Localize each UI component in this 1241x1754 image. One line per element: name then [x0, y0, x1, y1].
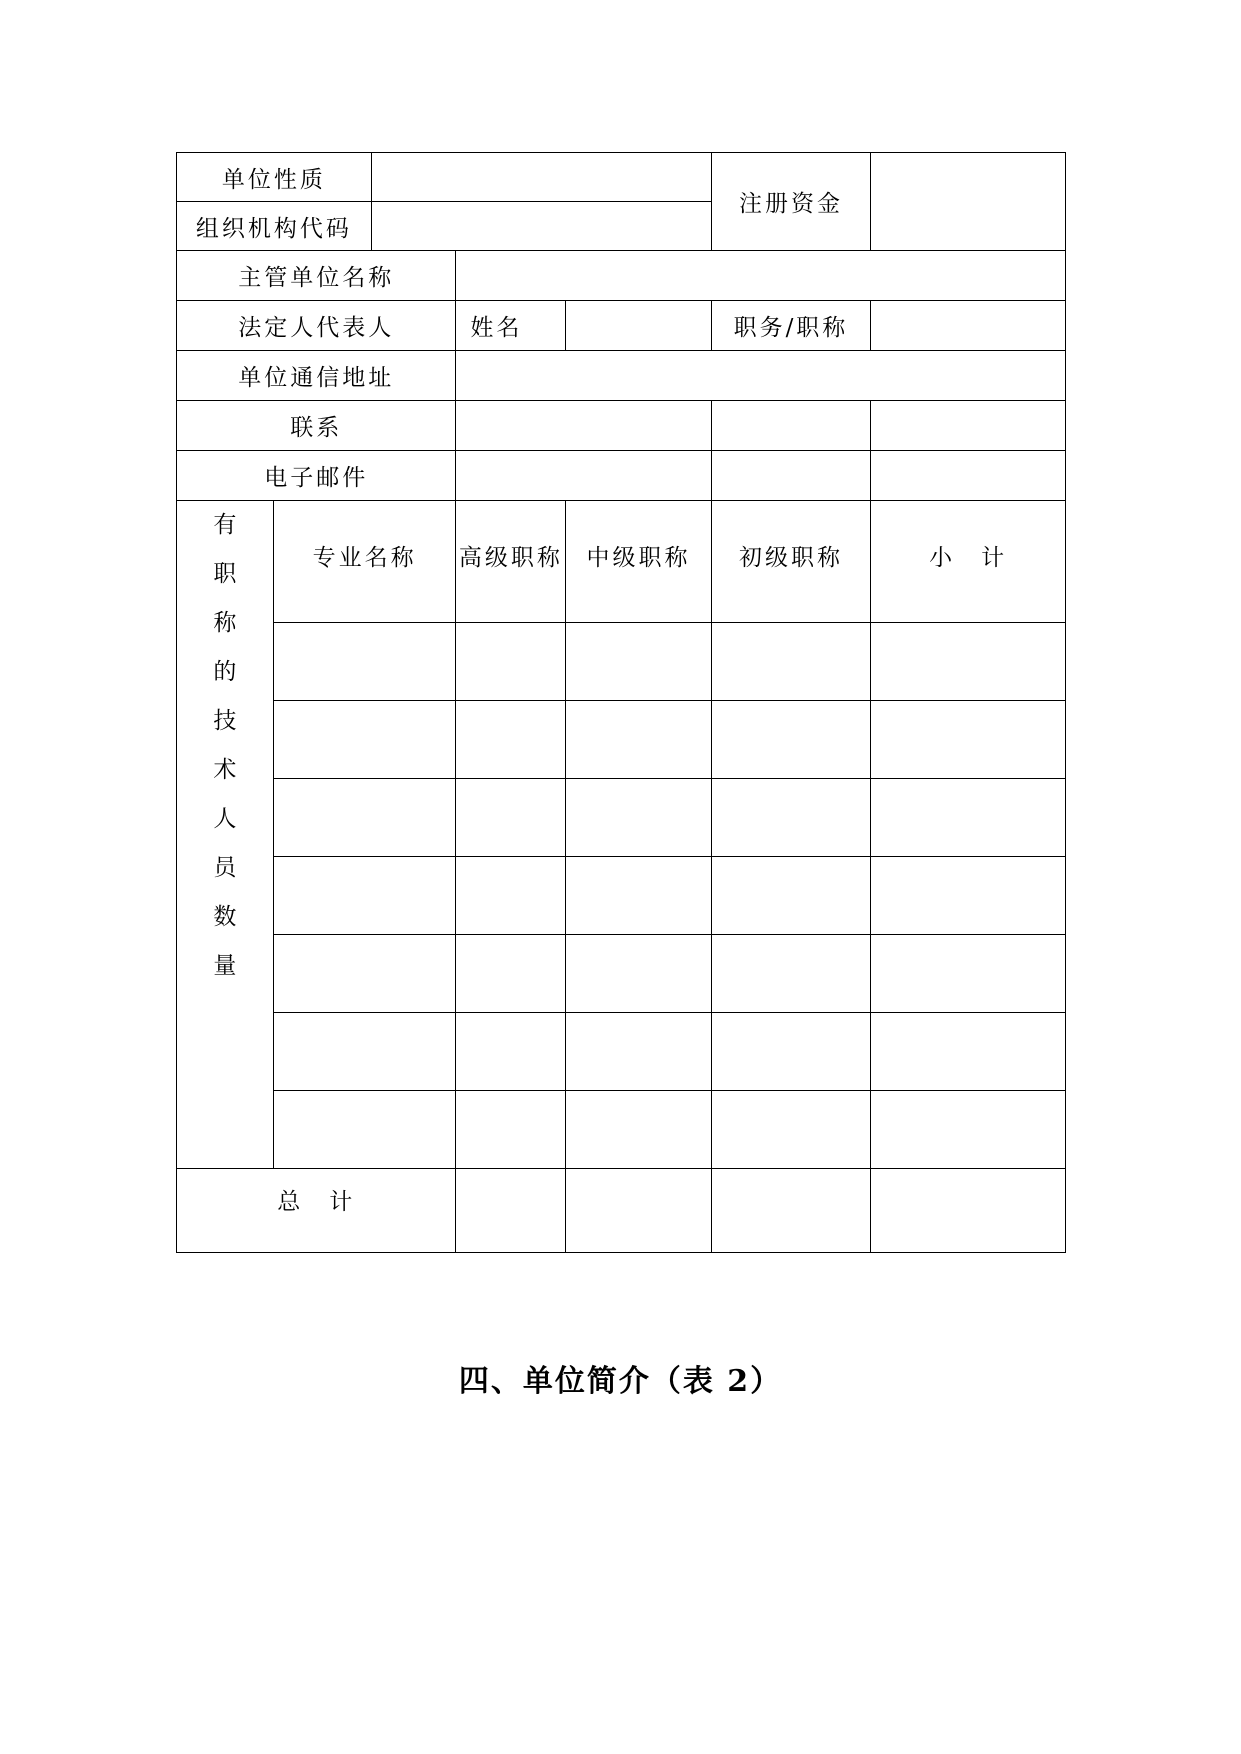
- staff-section-char: 技: [213, 708, 237, 734]
- specialty-cell[interactable]: [273, 1013, 456, 1091]
- total-junior-cell[interactable]: [711, 1169, 871, 1253]
- row-unit-nature: [177, 153, 1066, 202]
- junior-cell[interactable]: [711, 701, 871, 779]
- unit-nature-label: 单位性质: [177, 153, 372, 202]
- table-row: [177, 935, 1066, 1013]
- total-middle-cell[interactable]: [566, 1169, 711, 1253]
- table-row: [177, 857, 1066, 935]
- row-staff-header: [177, 501, 1066, 623]
- specialty-cell[interactable]: [273, 935, 456, 1013]
- staff-section-char: 人: [213, 806, 237, 832]
- middle-cell[interactable]: [566, 857, 711, 935]
- staff-section-char: 职: [213, 561, 237, 587]
- staff-section-char: 有: [213, 512, 237, 538]
- col-middle-header: [566, 501, 711, 623]
- senior-cell[interactable]: [456, 1013, 566, 1091]
- table-row: [177, 701, 1066, 779]
- specialty-cell[interactable]: [273, 857, 456, 935]
- registered-capital-field[interactable]: [871, 153, 1066, 251]
- table-row: [177, 1013, 1066, 1091]
- col-subtotal-header: [871, 501, 1066, 623]
- specialty-cell[interactable]: [273, 779, 456, 857]
- registered-capital-label: 注册资金: [711, 153, 871, 251]
- col-senior-header: [456, 501, 566, 623]
- total-subtotal-cell[interactable]: [871, 1169, 1066, 1253]
- table-row: [177, 779, 1066, 857]
- total-label-cell: [177, 1169, 456, 1253]
- row-supervisor: [177, 251, 1066, 301]
- senior-cell[interactable]: [456, 779, 566, 857]
- junior-cell[interactable]: [711, 1091, 871, 1169]
- unit-info-form: [176, 152, 1066, 1253]
- middle-cell[interactable]: [566, 935, 711, 1013]
- section-title: 四、单位简介（表 2）: [458, 1364, 783, 1399]
- contact-label: 联系: [177, 401, 456, 451]
- position-title-field[interactable]: [871, 301, 1066, 351]
- org-code-field[interactable]: [371, 202, 711, 251]
- contact-field-2[interactable]: [711, 401, 871, 451]
- senior-cell[interactable]: [456, 857, 566, 935]
- email-field-2[interactable]: [711, 451, 871, 501]
- contact-field[interactable]: [456, 401, 711, 451]
- row-address: [177, 351, 1066, 401]
- middle-cell[interactable]: [566, 701, 711, 779]
- middle-cell[interactable]: [566, 623, 711, 701]
- junior-cell[interactable]: [711, 935, 871, 1013]
- col-junior-header: [711, 501, 871, 623]
- name-field[interactable]: [566, 301, 711, 351]
- col-junior-label: 初级职称: [738, 545, 843, 571]
- junior-cell[interactable]: [711, 1013, 871, 1091]
- col-middle-label: 中级职称: [586, 545, 691, 571]
- specialty-cell[interactable]: [273, 1091, 456, 1169]
- staff-section-char: 称: [213, 610, 237, 636]
- specialty-cell[interactable]: [273, 623, 456, 701]
- contact-field-3[interactable]: [871, 401, 1066, 451]
- col-senior-label: 高级职称: [458, 545, 563, 571]
- unit-nature-field[interactable]: [371, 153, 711, 202]
- total-label: 总 计: [277, 1189, 356, 1215]
- subtotal-cell[interactable]: [871, 779, 1066, 857]
- email-field[interactable]: [456, 451, 711, 501]
- email-field-3[interactable]: [871, 451, 1066, 501]
- total-senior-cell[interactable]: [456, 1169, 566, 1253]
- subtotal-cell[interactable]: [871, 701, 1066, 779]
- subtotal-cell[interactable]: [871, 1091, 1066, 1169]
- specialty-cell[interactable]: [273, 701, 456, 779]
- junior-cell[interactable]: [711, 857, 871, 935]
- supervisor-field[interactable]: [456, 251, 1066, 301]
- senior-cell[interactable]: [456, 701, 566, 779]
- col-subtotal-label: 小 计: [929, 545, 1008, 571]
- subtotal-cell[interactable]: [871, 1013, 1066, 1091]
- staff-section-char: 员: [213, 855, 237, 881]
- table-row: [177, 623, 1066, 701]
- staff-section-label: [177, 501, 274, 1169]
- table-row: [177, 1091, 1066, 1169]
- middle-cell[interactable]: [566, 1013, 711, 1091]
- legal-rep-label: 法定人代表人: [177, 301, 456, 351]
- col-specialty-header: [273, 501, 456, 623]
- senior-cell[interactable]: [456, 1091, 566, 1169]
- subtotal-cell[interactable]: [871, 623, 1066, 701]
- middle-cell[interactable]: [566, 779, 711, 857]
- email-label: 电子邮件: [177, 451, 456, 501]
- senior-cell[interactable]: [456, 623, 566, 701]
- junior-cell[interactable]: [711, 623, 871, 701]
- middle-cell[interactable]: [566, 1091, 711, 1169]
- staff-section-char: 的: [213, 659, 237, 685]
- name-label: 姓名: [456, 301, 566, 351]
- row-contact: [177, 401, 1066, 451]
- address-field[interactable]: [456, 351, 1066, 401]
- subtotal-cell[interactable]: [871, 857, 1066, 935]
- junior-cell[interactable]: [711, 779, 871, 857]
- supervisor-label: 主管单位名称: [177, 251, 456, 301]
- senior-cell[interactable]: [456, 935, 566, 1013]
- org-code-label: 组织机构代码: [177, 202, 372, 251]
- staff-section-char: 数: [213, 904, 237, 930]
- row-total: [177, 1169, 1066, 1253]
- address-label: 单位通信地址: [177, 351, 456, 401]
- row-email: [177, 451, 1066, 501]
- row-legal-rep: [177, 301, 1066, 351]
- staff-section-char: 量: [213, 953, 237, 979]
- subtotal-cell[interactable]: [871, 935, 1066, 1013]
- col-specialty-label: 专业名称: [312, 545, 417, 571]
- position-title-label: 职务/职称: [711, 301, 871, 351]
- staff-section-char: 术: [213, 757, 237, 783]
